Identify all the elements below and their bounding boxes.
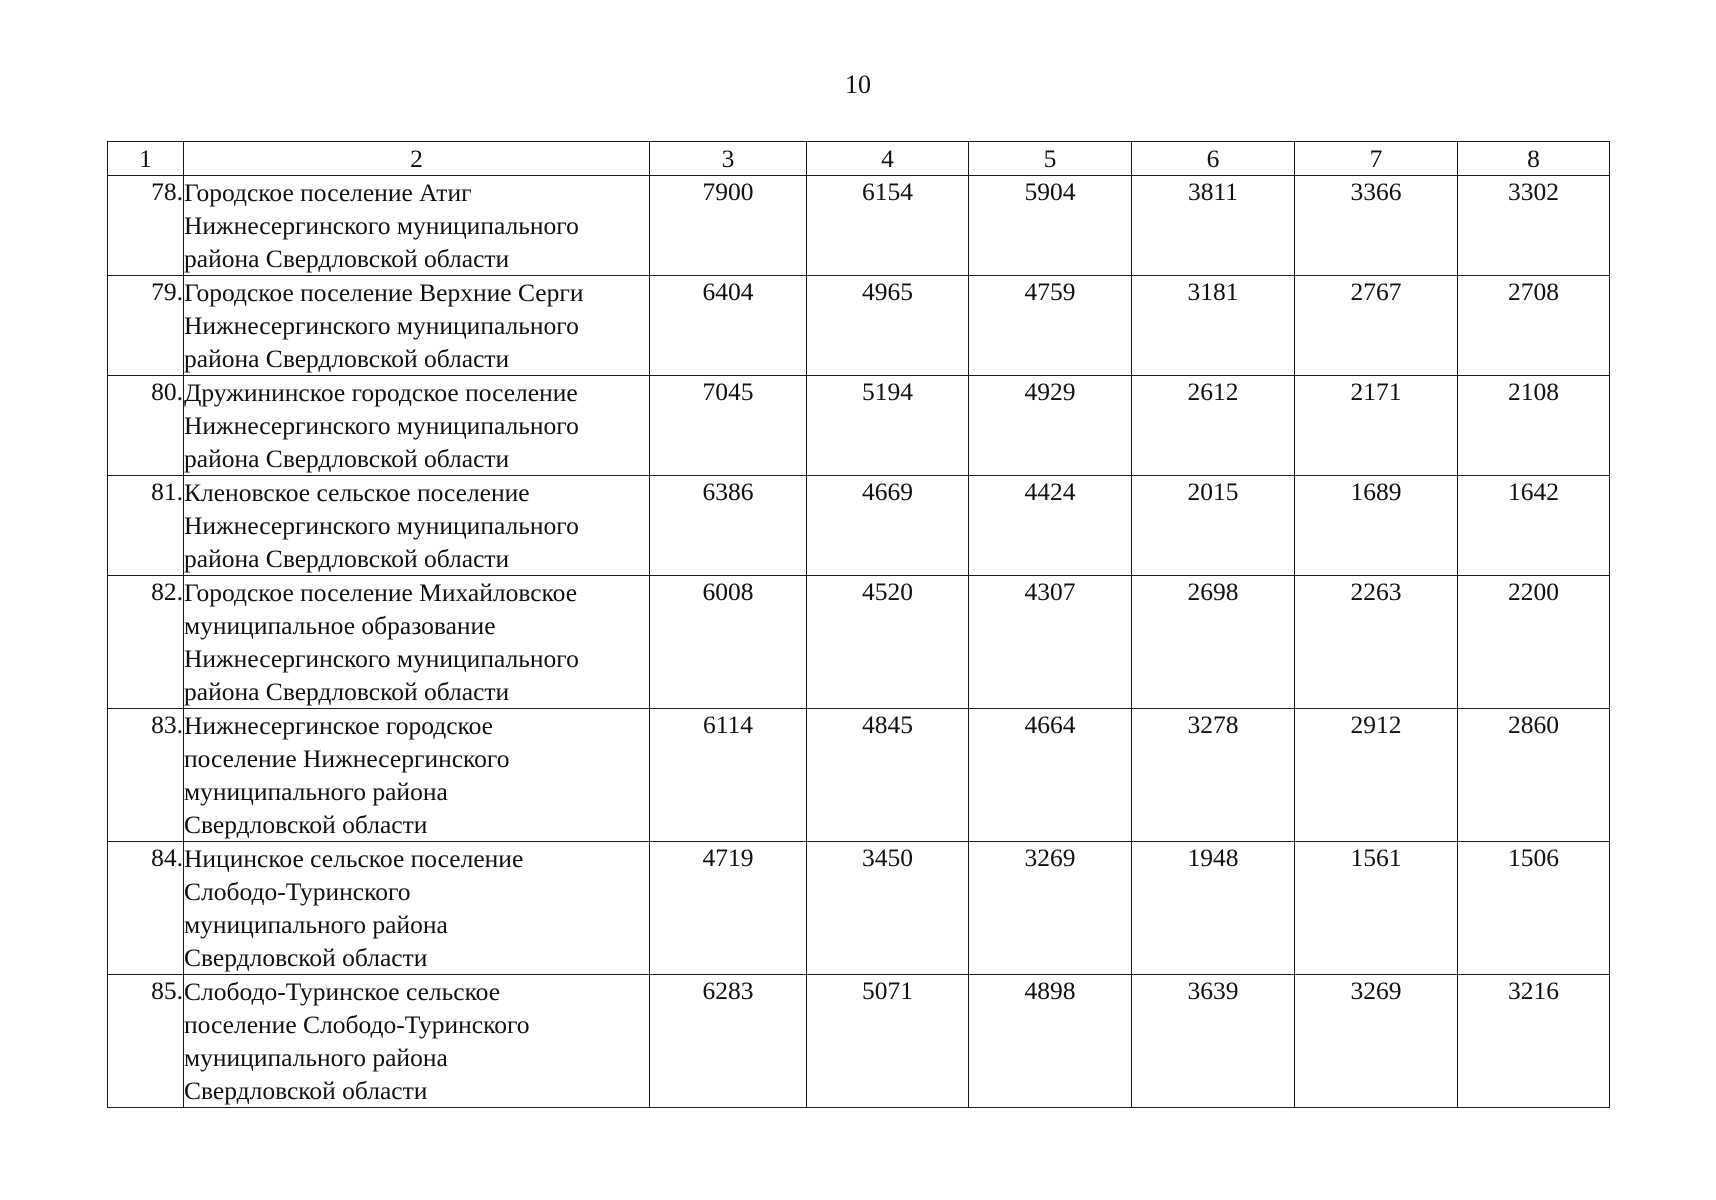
- value-cell-col-6: 3181: [1132, 276, 1295, 376]
- header-cell: 8: [1458, 142, 1610, 176]
- value-cell-col-8: 3302: [1458, 176, 1610, 276]
- row-number: 78.: [108, 176, 184, 276]
- header-cell: 2: [184, 142, 650, 176]
- row-number: 80.: [108, 376, 184, 476]
- settlement-name-line: района Свердловской области: [184, 544, 510, 573]
- value-cell-col-6: 3639: [1132, 975, 1295, 1108]
- table-row: [108, 176, 1610, 276]
- value-cell-col-3: 6008: [650, 576, 807, 709]
- table-row: [108, 476, 1610, 576]
- value-cell-col-5: 5904: [969, 176, 1132, 276]
- value-cell-col-4: 5194: [807, 376, 969, 476]
- header-cell: 5: [969, 142, 1132, 176]
- header-row: [108, 142, 1610, 176]
- row-number: 83.: [108, 709, 184, 842]
- page-number: 10: [845, 70, 871, 99]
- settlement-name-line: поселение Слободо-Туринского: [184, 1010, 530, 1039]
- header-cell: 6: [1132, 142, 1295, 176]
- settlement-name-line: Свердловской области: [184, 943, 428, 972]
- table-body: [108, 176, 1610, 1108]
- value-cell-col-5: 4664: [969, 709, 1132, 842]
- settlement-name-line: Городское поселение Атиг: [184, 178, 472, 207]
- settlement-name-line: района Свердловской области: [184, 677, 510, 706]
- settlement-name-line: Нижнесергинского муниципального: [184, 644, 579, 673]
- value-cell-col-7: 2171: [1295, 376, 1458, 476]
- value-cell-col-3: 6283: [650, 975, 807, 1108]
- value-cell-col-4: 6154: [807, 176, 969, 276]
- row-number: 82.: [108, 576, 184, 709]
- settlement-name-line: Нижнесергинского муниципального: [184, 511, 579, 540]
- settlement-name: [184, 376, 650, 476]
- value-cell-col-6: 1948: [1132, 842, 1295, 975]
- value-cell-col-4: 4965: [807, 276, 969, 376]
- value-cell-col-5: 4307: [969, 576, 1132, 709]
- table-row: [108, 276, 1610, 376]
- settlement-name: [184, 709, 650, 842]
- value-cell-col-6: 3278: [1132, 709, 1295, 842]
- value-cell-col-8: 1642: [1458, 476, 1610, 576]
- value-cell-col-7: 1689: [1295, 476, 1458, 576]
- value-cell-col-6: 3811: [1132, 176, 1295, 276]
- value-cell-col-5: 4898: [969, 975, 1132, 1108]
- value-cell-col-8: 1506: [1458, 842, 1610, 975]
- settlement-name-line: Свердловской области: [184, 810, 428, 839]
- value-cell-col-6: 2015: [1132, 476, 1295, 576]
- settlement-name-line: муниципального района: [184, 910, 448, 939]
- value-cell-col-7: 3269: [1295, 975, 1458, 1108]
- value-cell-col-8: 2708: [1458, 276, 1610, 376]
- settlement-name-line: Нижнесергинского муниципального: [184, 411, 579, 440]
- value-cell-col-7: 2767: [1295, 276, 1458, 376]
- value-cell-col-5: 4424: [969, 476, 1132, 576]
- value-cell-col-4: 3450: [807, 842, 969, 975]
- settlement-name-line: Слободо-Туринского: [184, 877, 411, 906]
- settlement-name-line: муниципального района: [184, 777, 448, 806]
- row-number: 81.: [108, 476, 184, 576]
- table-row: [108, 576, 1610, 709]
- settlement-name-line: поселение Нижнесергинского: [184, 744, 510, 773]
- value-cell-col-3: 4719: [650, 842, 807, 975]
- settlement-name-line: Городское поселение Михайловское: [184, 578, 578, 607]
- value-cell-col-7: 1561: [1295, 842, 1458, 975]
- value-cell-col-5: 4929: [969, 376, 1132, 476]
- value-cell-col-5: 4759: [969, 276, 1132, 376]
- settlement-name: [184, 276, 650, 376]
- settlement-name-line: муниципального района: [184, 1043, 448, 1072]
- row-number: 84.: [108, 842, 184, 975]
- value-cell-col-7: 3366: [1295, 176, 1458, 276]
- header-cell: 1: [108, 142, 184, 176]
- value-cell-col-3: 6114: [650, 709, 807, 842]
- settlement-name-line: муниципальное образование: [184, 611, 496, 640]
- value-cell-col-4: 5071: [807, 975, 969, 1108]
- settlement-name: [184, 576, 650, 709]
- header-cell: 4: [807, 142, 969, 176]
- value-cell-col-8: 2200: [1458, 576, 1610, 709]
- settlement-name-line: Городское поселение Верхние Серги: [184, 278, 584, 307]
- header-cell: 3: [650, 142, 807, 176]
- settlement-name-line: района Свердловской области: [184, 444, 510, 473]
- value-cell-col-5: 3269: [969, 842, 1132, 975]
- value-cell-col-6: 2612: [1132, 376, 1295, 476]
- value-cell-col-3: 6386: [650, 476, 807, 576]
- value-cell-col-3: 7045: [650, 376, 807, 476]
- data-table: [107, 141, 1610, 1108]
- settlement-name-line: Дружининское городское поселение: [184, 378, 578, 407]
- value-cell-col-8: 2108: [1458, 376, 1610, 476]
- settlement-name-line: района Свердловской области: [184, 244, 510, 273]
- value-cell-col-3: 7900: [650, 176, 807, 276]
- row-number: 85.: [108, 975, 184, 1108]
- value-cell-col-8: 2860: [1458, 709, 1610, 842]
- settlement-name-line: Нижнесергинское городское: [184, 711, 494, 740]
- value-cell-col-8: 3216: [1458, 975, 1610, 1108]
- value-cell-col-6: 2698: [1132, 576, 1295, 709]
- settlement-name-line: Нижнесергинского муниципального: [184, 311, 579, 340]
- table-row: [108, 975, 1610, 1108]
- settlement-name-line: Свердловской области: [184, 1076, 428, 1105]
- table-row: [108, 709, 1610, 842]
- value-cell-col-7: 2263: [1295, 576, 1458, 709]
- row-number: 79.: [108, 276, 184, 376]
- settlement-name: [184, 842, 650, 975]
- settlement-name-line: Ницинское сельское поселение: [184, 844, 524, 873]
- settlement-name-line: Слободо-Туринское сельское: [184, 977, 501, 1006]
- value-cell-col-4: 4845: [807, 709, 969, 842]
- settlement-name: [184, 176, 650, 276]
- value-cell-col-4: 4669: [807, 476, 969, 576]
- settlement-name: [184, 975, 650, 1108]
- settlement-name-line: района Свердловской области: [184, 344, 510, 373]
- value-cell-col-3: 6404: [650, 276, 807, 376]
- settlement-name: [184, 476, 650, 576]
- table-header: [108, 142, 1610, 176]
- value-cell-col-7: 2912: [1295, 709, 1458, 842]
- settlement-name-line: Кленовское сельское поселение: [184, 478, 530, 507]
- table-row: [108, 376, 1610, 476]
- settlement-name-line: Нижнесергинского муниципального: [184, 211, 579, 240]
- value-cell-col-4: 4520: [807, 576, 969, 709]
- header-cell: 7: [1295, 142, 1458, 176]
- table-row: [108, 842, 1610, 975]
